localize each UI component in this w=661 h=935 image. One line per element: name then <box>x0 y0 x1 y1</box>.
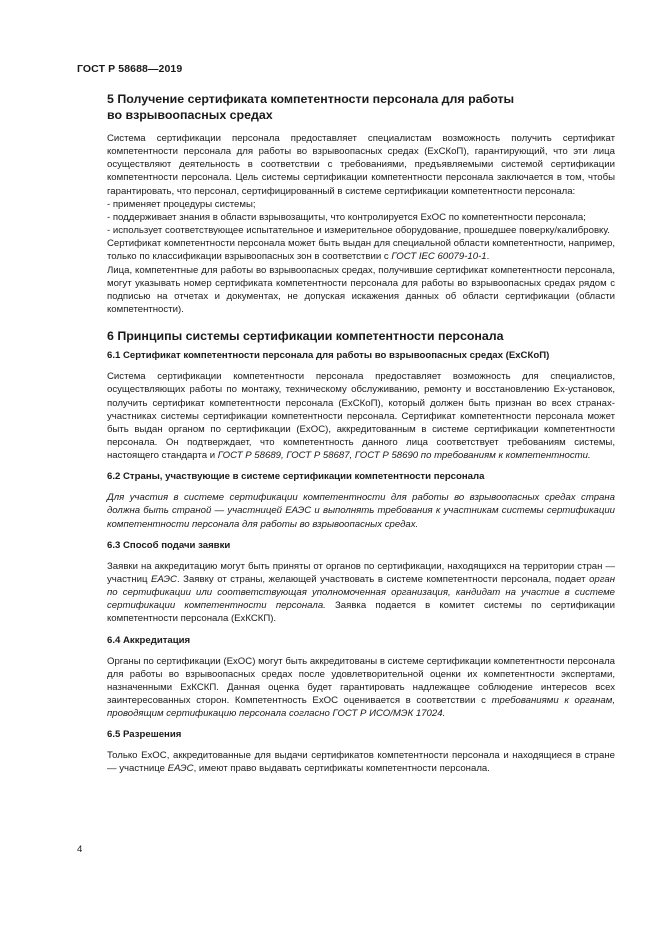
document-header: ГОСТ Р 58688—2019 <box>77 63 183 75</box>
section-6-1-title: 6.1 Сертификат компетентности персонала для работы во взрывоопасных средах (ExСКоП) <box>107 350 550 362</box>
section-6-2-text: Для участия в системе сертификации компетентности для работы во взрывоопасных средах страна должна быть страной — участницей ЕАЭС и выполнять требования к участникам системы сертификации компетентности персонала для работы во взрывоопасных средах. <box>107 492 615 530</box>
section-6-1-text: Система сертификации компетентности персонала предоставляет возможность для специалистов, осуществляющих работы по монтажу, техническому обслуживанию, ремонту и восстановлению Ex-установок, получить сертификат компетентности персонала (ExСКоП), который должен быть признан во всех странах-участниках системы сертификации компетентности персонала. Сертификат компетентности персонала может быть выдан органом по сертификации (ExOC), аккредитованным в системе сертификации компетентности персонала. Он подтверждает, что компетентность данного лица соответствует требованиям системы, настоящего стандарта и ГОСТ Р 58689, ГОСТ Р 58687, ГОСТ Р 58690 по требованиям к компетентности. <box>107 371 615 462</box>
section-6-2-title: 6.2 Страны, участвующие в системе сертификации компетентности персонала <box>107 471 485 483</box>
section-6-5-text: Только ExOC, аккредитованные для выдачи сертификатов компетентности персонала и находящиеся в стране — участнице ЕАЭС, имеют право выдавать сертификаты компетентности персонала. <box>107 750 615 775</box>
section-6-4-text: Органы по сертификации (ExOC) могут быть аккредитованы в системе сертификации компетентности персонала для работы во взрывоопасных средах после удовлетворительной оценки их компетентности экспертами, назначенными ExКСКП. Данная оценка будет гарантировать надлежащее соблюдение интересов всех заинтересованных сторон. Компетентность ExOC оценивается в соответствии с требованиями к органам, проводящим сертификацию персонала согласно ГОСТ Р ИСО/МЭК 17024. <box>107 655 615 720</box>
section-5-paragraph-3: Лица, компетентные для работы во взрывоопасных средах, получившие сертификат компетентности персонала, могут указывать номер сертификата компетентности персонала для работы во взрывоопасных средах рядом с подписью на отчетах и документах, не допуская искажения данных об области сертификации (области компетентности). <box>107 264 615 316</box>
section-6-title: 6 Принципы системы сертификации компетентности персонала <box>107 329 504 344</box>
section-5-list-item-1: - применяет процедуры системы; <box>107 198 256 210</box>
section-5-paragraph-1: Система сертификации персонала предоставляет специалистам возможность получить сертификат компетентности персонала для работы во взрывоопасных средах (ExСКоП), гарантирующий, что эти лица осуществляют деятельность в соответствии с требованиями, предъявляемыми системой сертификации компетентности персонала. Цель системы сертификации компетентности персонала заключается в том, чтобы гарантировать, что персонал, сертифицированный в системе сертификации компетентности персонала: <box>107 133 615 197</box>
section-6-5-title: 6.5 Разрешения <box>107 729 182 741</box>
section-5-paragraph-2: Сертификат компетентности персонала может быть выдан для специальной области компетентности, например, только по классификации взрывоопасных зон в соответствии с ГОСТ IEC 60079-10-1. <box>107 238 615 263</box>
section-6-3-text: Заявки на аккредитацию могут быть приняты от органов по сертификации, находящихся на территории стран — участниц ЕАЭС. Заявку от страны, желающей участвовать в системе компетентности персонала, подает орган по сертификации или соответствующая уполномоченная организация, кандидат на участие в системе сертификации компетентности персонала. Заявка подается в комитет системы по сертификации компетентности персонала (ExКСКП). <box>107 560 616 625</box>
section-6-3-title: 6.3 Способ подачи заявки <box>107 539 231 551</box>
section-5-list-item-3: - использует соответствующее испытательное и измерительное оборудование, прошедшее поверку/калибровку. <box>107 225 610 237</box>
section-5-title: 5 Получение сертификата компетентности персонала для работы во взрывоопасных средах <box>107 92 515 122</box>
section-6-4-title: 6.4 Аккредитация <box>107 634 191 646</box>
section-5-list-item-2: - поддерживает знания в области взрывозащиты, что контролируется ExOC по компетентности персонала; <box>107 211 586 223</box>
page-number: 4 <box>77 844 83 855</box>
page-content <box>107 91 615 776</box>
